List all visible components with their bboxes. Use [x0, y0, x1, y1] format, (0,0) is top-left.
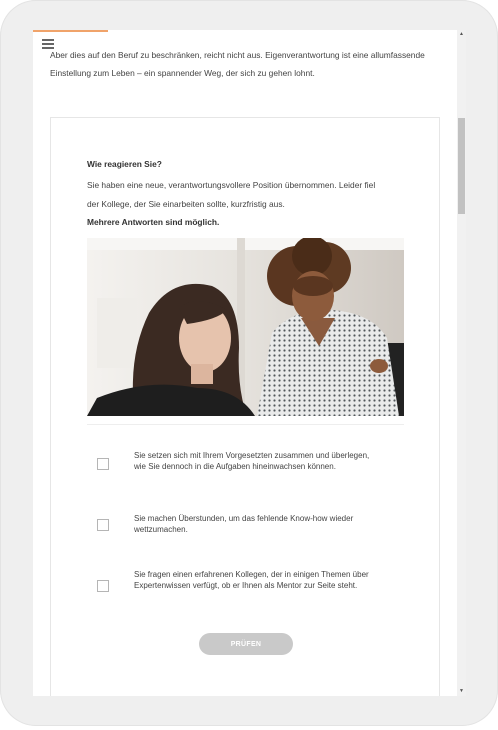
question-title: Wie reagieren Sie? — [87, 159, 162, 169]
answer-label-1: Sie setzen sich mit Ihrem Vorgesetzten zusammen und überlegen, wie Sie dennoch in die Aufgaben hineinwachsen können. — [134, 451, 370, 471]
lesson-screen — [33, 30, 466, 696]
progress-indicator — [33, 30, 108, 32]
answer-checkbox-1[interactable] — [97, 458, 109, 470]
check-answers-button[interactable]: PRÜFEN — [199, 633, 293, 655]
vertical-scrollbar[interactable] — [457, 30, 466, 696]
answer-label-3: Sie fragen einen erfahrenen Kollegen, der in einigen Themen über Expertenwissen verfügt, ob er Ihnen als Mentor zur Seite steht. — [134, 570, 369, 590]
question-hint: Mehrere Antworten sind möglich. — [87, 217, 220, 227]
quiz-card — [50, 117, 440, 696]
answer-checkbox-3[interactable] — [97, 580, 109, 592]
scrollbar-thumb[interactable] — [458, 118, 465, 214]
scenario-photo — [87, 238, 404, 416]
intro-paragraph: Aber dies auf den Beruf zu beschränken, reicht nicht aus. Eigenverantwortung ist eine allumfassende Einstellung zum Leben – ein spannender Weg, der sich zu gehen lohnt. — [50, 50, 425, 78]
triangle-up-icon[interactable]: ▲ — [459, 31, 464, 37]
question-scenario: Sie haben eine neue, verantwortungsvollere Position übernommen. Leider fiel der Kollege, der Sie einarbeiten sollte, kurzfristig aus. — [87, 180, 376, 209]
answer-label-2: Sie machen Überstunden, um das fehlende Know-how wieder wettzumachen. — [134, 514, 354, 534]
section-divider — [87, 424, 404, 425]
triangle-down-icon[interactable]: ▼ — [459, 688, 464, 694]
answer-checkbox-2[interactable] — [97, 519, 109, 531]
